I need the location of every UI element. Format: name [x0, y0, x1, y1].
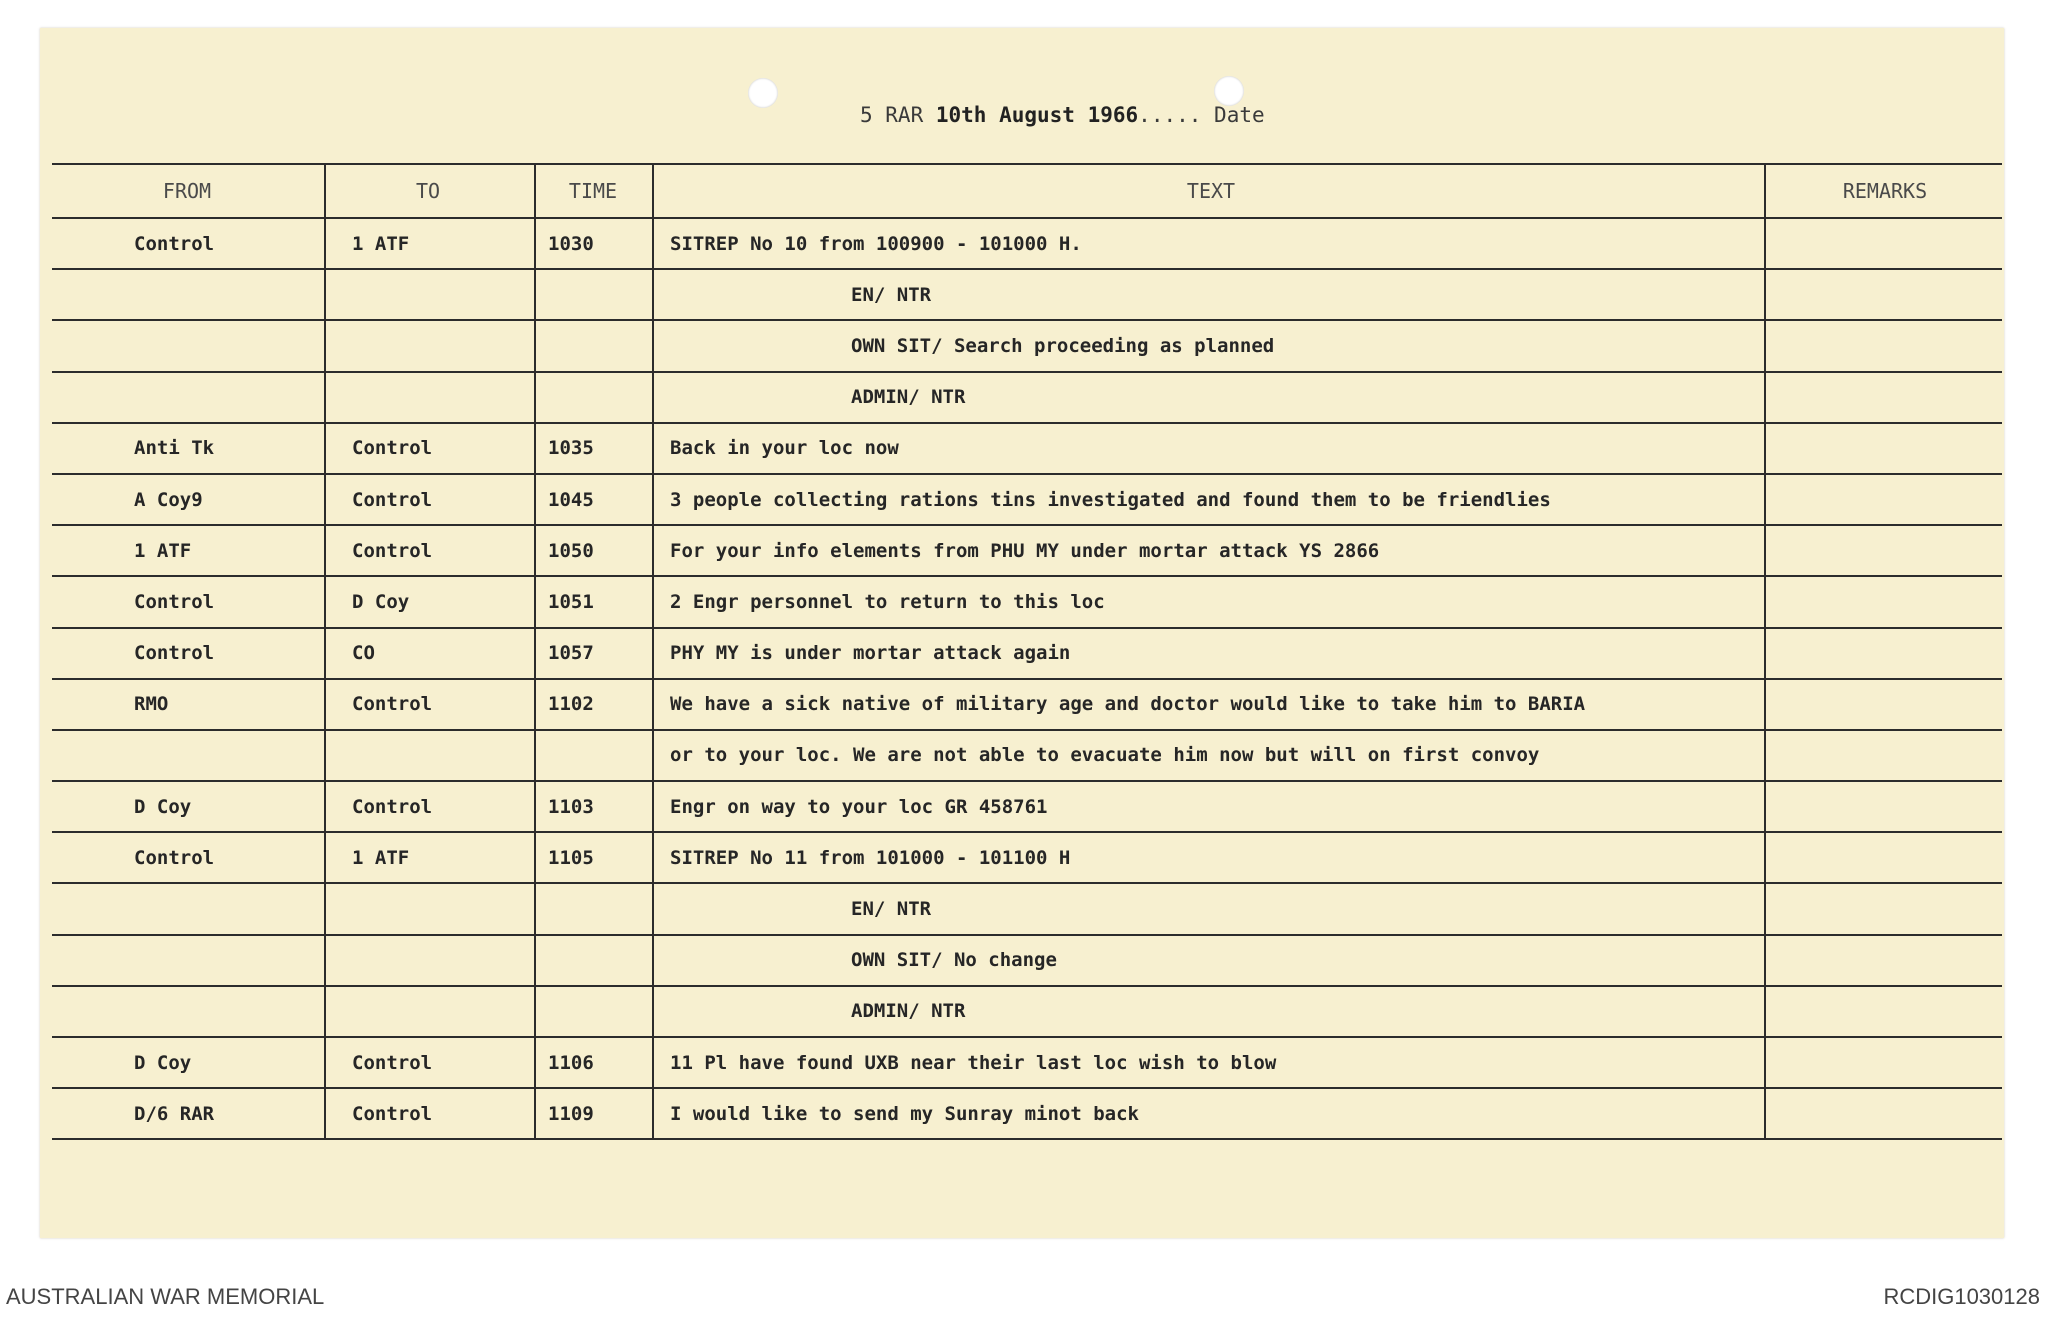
time-cell: 1035	[548, 437, 594, 460]
from-cell: Control	[134, 846, 215, 869]
text-cell: or to your loc. We are not able to evacuate him now but will on first convoy	[670, 744, 1540, 767]
remarks-cell	[1768, 833, 2002, 882]
time-cell: 1057	[548, 642, 594, 665]
text-cell: Back in your loc now	[670, 437, 899, 460]
to-cell	[328, 987, 528, 1036]
time-cell: 1103	[548, 795, 594, 818]
time-cell: 1045	[548, 488, 594, 511]
from-cell: RMO	[134, 693, 169, 716]
header-remarks: REMARKS	[1842, 179, 1928, 203]
from-cell	[52, 936, 322, 985]
time-cell: 1109	[548, 1102, 594, 1125]
time-cell	[538, 321, 648, 370]
time-cell: 1051	[548, 590, 594, 613]
text-cell: For your info elements from PHU MY under mortar attack YS 2866	[670, 539, 1380, 562]
from-cell: 1 ATF	[134, 539, 192, 562]
to-cell	[328, 884, 528, 933]
log-rows	[52, 219, 2002, 1140]
to-cell: Control	[352, 1102, 433, 1125]
divider-from-to	[324, 163, 326, 1140]
table-row	[52, 424, 2002, 475]
time-cell	[538, 270, 648, 319]
divider-time-text	[652, 163, 654, 1140]
punch-hole-right	[1214, 76, 1244, 106]
from-cell: Anti Tk	[134, 437, 215, 460]
table-row	[52, 1089, 2002, 1140]
text-cell: 11 Pl have found UXB near their last loc wish to blow	[670, 1051, 1277, 1074]
table-row	[52, 577, 2002, 628]
to-cell: Control	[352, 693, 433, 716]
text-cell: Engr on way to your loc GR 458761	[670, 795, 1048, 818]
from-cell	[52, 884, 322, 933]
time-cell: 1105	[548, 846, 594, 869]
time-cell: 1030	[548, 232, 594, 255]
archive-credit: AUSTRALIAN WAR MEMORIAL	[6, 1284, 325, 1309]
time-cell	[538, 884, 648, 933]
remarks-cell	[1768, 680, 2002, 729]
header-text: TEXT	[1186, 179, 1236, 203]
remarks-cell	[1768, 1038, 2002, 1087]
from-cell: D Coy	[134, 795, 192, 818]
remarks-cell	[1768, 321, 2002, 370]
divider-text-remarks	[1764, 163, 1766, 1140]
table-row	[52, 373, 2002, 424]
remarks-cell	[1768, 219, 2002, 268]
time-cell: 1106	[548, 1051, 594, 1074]
to-cell	[328, 731, 528, 780]
unit-label: 5 RAR	[860, 103, 924, 127]
from-cell: Control	[134, 590, 215, 613]
to-cell: 1 ATF	[352, 846, 410, 869]
header-from: FROM	[162, 179, 212, 203]
to-cell	[328, 270, 528, 319]
time-cell	[538, 731, 648, 780]
text-cell: PHY MY is under mortar attack again	[670, 642, 1071, 665]
text-cell: SITREP No 10 from 100900 - 101000 H.	[670, 232, 1082, 255]
remarks-cell	[1768, 526, 2002, 575]
table-row	[52, 833, 2002, 884]
table-row	[52, 731, 2002, 782]
from-cell	[52, 987, 322, 1036]
table-row	[52, 884, 2002, 935]
to-cell: Control	[352, 488, 433, 511]
to-cell: Control	[352, 1051, 433, 1074]
remarks-cell	[1768, 577, 2002, 626]
from-cell	[52, 270, 322, 319]
to-cell: 1 ATF	[352, 232, 410, 255]
text-cell: 3 people collecting rations tins investigated and found them to be friendlies	[670, 488, 1551, 511]
text-cell: 2 Engr personnel to return to this loc	[670, 590, 1105, 613]
text-cell: SITREP No 11 from 101000 - 101100 H	[670, 846, 1071, 869]
punch-hole-left	[748, 78, 778, 108]
text-cell: I would like to send my Sunray minot back	[670, 1102, 1139, 1125]
time-cell	[538, 936, 648, 985]
to-cell	[328, 321, 528, 370]
from-cell	[52, 373, 322, 422]
remarks-cell	[1768, 782, 2002, 831]
time-cell: 1102	[548, 693, 594, 716]
from-cell: D/6 RAR	[134, 1102, 215, 1125]
remarks-cell	[1768, 424, 2002, 473]
log-sheet	[40, 28, 2004, 1238]
remarks-cell	[1768, 373, 2002, 422]
text-cell: ADMIN/ NTR	[851, 1000, 966, 1023]
from-cell: A Coy9	[134, 488, 203, 511]
remarks-cell	[1768, 884, 2002, 933]
table-row	[52, 782, 2002, 833]
from-cell: Control	[134, 232, 215, 255]
time-cell	[538, 373, 648, 422]
from-cell	[52, 731, 322, 780]
header-to: TO	[415, 179, 441, 203]
log-date: 10th August 1966	[935, 103, 1139, 127]
remarks-cell	[1768, 1089, 2002, 1138]
to-cell	[328, 936, 528, 985]
time-cell: 1050	[548, 539, 594, 562]
remarks-cell	[1768, 270, 2002, 319]
remarks-cell	[1768, 731, 2002, 780]
remarks-cell	[1768, 987, 2002, 1036]
to-cell: Control	[352, 795, 433, 818]
table-row	[52, 680, 2002, 731]
table-row	[52, 219, 2002, 270]
date-line	[860, 103, 1265, 127]
header-time: TIME	[568, 179, 618, 203]
to-cell	[328, 373, 528, 422]
table-row	[52, 475, 2002, 526]
to-cell: CO	[352, 642, 375, 665]
table-row	[52, 270, 2002, 321]
table-row	[52, 987, 2002, 1038]
table-row	[52, 936, 2002, 987]
table-header	[52, 163, 2002, 219]
date-label: Date	[1214, 103, 1265, 127]
text-cell: ADMIN/ NTR	[851, 386, 966, 409]
archive-reference: RCDIG1030128	[1883, 1284, 2040, 1309]
text-cell: We have a sick native of military age and doctor would like to take him to BARIA	[670, 693, 1586, 716]
from-cell	[52, 321, 322, 370]
text-cell: EN/ NTR	[851, 283, 932, 306]
remarks-cell	[1768, 629, 2002, 678]
text-cell: OWN SIT/ No change	[851, 949, 1057, 972]
remarks-cell	[1768, 475, 2002, 524]
remarks-cell	[1768, 936, 2002, 985]
table-row	[52, 629, 2002, 680]
time-cell	[538, 987, 648, 1036]
from-cell: D Coy	[134, 1051, 192, 1074]
table-row	[52, 321, 2002, 372]
table-row	[52, 1038, 2002, 1089]
date-dots: .....	[1138, 103, 1202, 127]
to-cell: D Coy	[352, 590, 410, 613]
divider-to-time	[534, 163, 536, 1140]
table-row	[52, 526, 2002, 577]
text-cell: EN/ NTR	[851, 898, 932, 921]
message-log-table	[52, 163, 2002, 1140]
from-cell: Control	[134, 642, 215, 665]
to-cell: Control	[352, 539, 433, 562]
text-cell: OWN SIT/ Search proceeding as planned	[851, 334, 1275, 357]
to-cell: Control	[352, 437, 433, 460]
